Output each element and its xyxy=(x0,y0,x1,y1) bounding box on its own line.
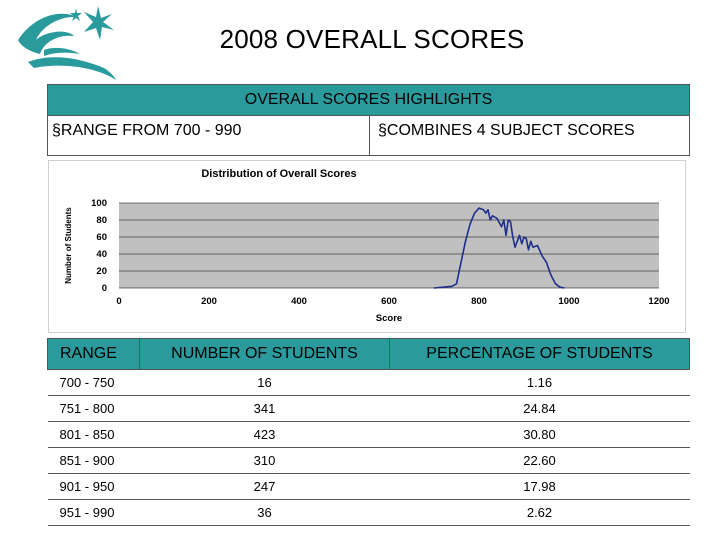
distribution-chart xyxy=(48,160,686,333)
x-tick-label: 600 xyxy=(381,296,397,307)
y-tick-label: 0 xyxy=(101,283,107,294)
plot-area xyxy=(119,203,659,288)
y-tick-label: 20 xyxy=(96,266,107,277)
highlight-combines: §COMBINES 4 SUBJECT SCORES xyxy=(378,122,635,139)
y-tick-label: 80 xyxy=(96,215,107,226)
highlight-range: §RANGE FROM 700 - 990 xyxy=(48,116,370,156)
table-header-row xyxy=(48,339,690,370)
table-row xyxy=(48,500,690,526)
score-table xyxy=(47,338,690,526)
cell-percent: 22.60 xyxy=(390,448,690,474)
x-tick-label: 400 xyxy=(291,296,307,307)
highlights-row xyxy=(48,116,689,156)
x-tick-label: 0 xyxy=(116,296,122,307)
x-tick-label: 1000 xyxy=(558,296,580,307)
table-row xyxy=(48,396,690,422)
chart-svg xyxy=(49,161,685,332)
cell-percent: 2.62 xyxy=(390,500,690,526)
cell-count: 341 xyxy=(140,396,390,422)
table-row xyxy=(48,370,690,396)
y-tick-label: 40 xyxy=(96,249,107,260)
header-range: RANGE xyxy=(48,339,140,370)
cell-range: 801 - 850 xyxy=(48,422,140,448)
slide-title: 2008 OVERALL SCORES xyxy=(219,24,525,54)
table-row xyxy=(48,422,690,448)
cell-range: 700 - 750 xyxy=(48,370,140,396)
header-number: NUMBER OF STUDENTS xyxy=(140,339,390,370)
table-row xyxy=(48,474,690,500)
cell-range: 951 - 990 xyxy=(48,500,140,526)
cell-percent: 1.16 xyxy=(390,370,690,396)
cell-count: 16 xyxy=(140,370,390,396)
y-tick-label: 60 xyxy=(96,232,107,243)
x-axis-label: Score xyxy=(375,313,403,324)
cell-percent: 24.84 xyxy=(390,396,690,422)
cell-percent: 30.80 xyxy=(390,422,690,448)
x-tick-label: 200 xyxy=(201,296,217,307)
y-tick-label: 100 xyxy=(91,198,107,209)
x-tick-label: 800 xyxy=(471,296,487,307)
cell-count: 36 xyxy=(140,500,390,526)
y-axis-label: Number of Students xyxy=(64,207,73,284)
cell-range: 901 - 950 xyxy=(48,474,140,500)
highlights-table xyxy=(47,84,690,156)
cell-range: 751 - 800 xyxy=(48,396,140,422)
cell-count: 247 xyxy=(140,474,390,500)
cell-count: 423 xyxy=(140,422,390,448)
highlights-header: OVERALL SCORES HIGHLIGHTS xyxy=(48,85,689,116)
cell-range: 851 - 900 xyxy=(48,448,140,474)
x-tick-label: 1200 xyxy=(648,296,670,307)
table-row xyxy=(48,448,690,474)
cell-count: 310 xyxy=(140,448,390,474)
header-percentage: PERCENTAGE OF STUDENTS xyxy=(390,339,690,370)
chart-title: Distribution of Overall Scores xyxy=(201,168,357,180)
cell-percent: 17.98 xyxy=(390,474,690,500)
